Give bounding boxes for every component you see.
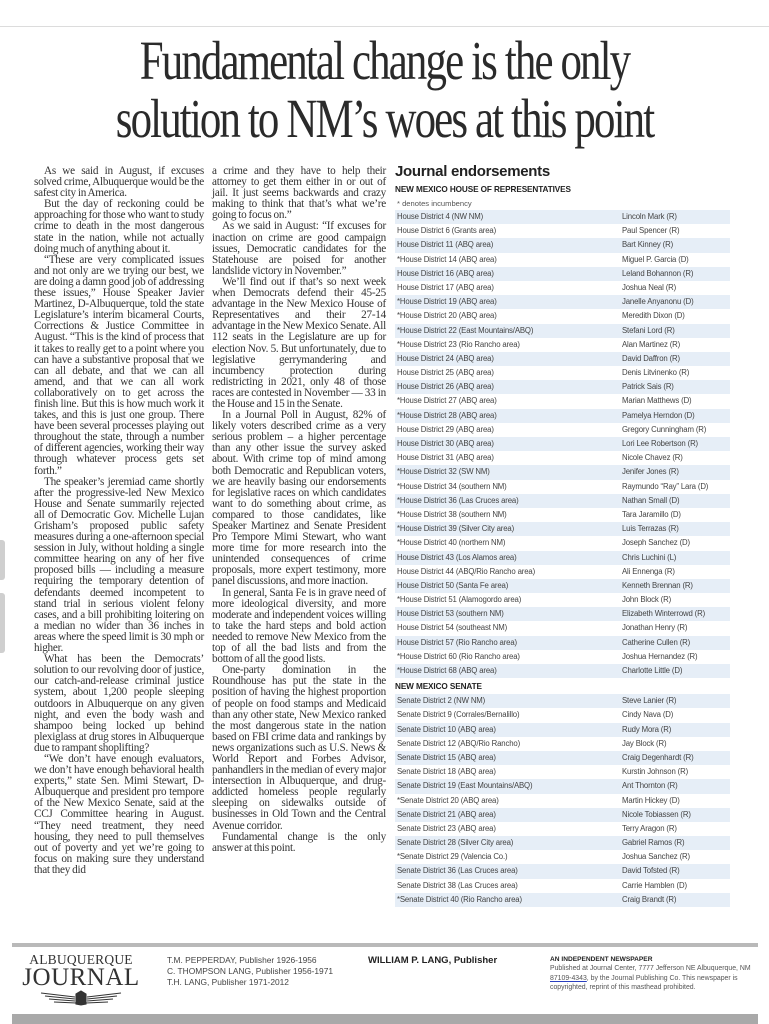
candidate-cell: Craig Brandt (R): [622, 894, 677, 904]
endorsement-row: [395, 808, 730, 822]
endorsement-row: [395, 565, 730, 579]
endorsements-title: Journal endorsements: [395, 163, 550, 180]
endorsement-row: [395, 423, 730, 437]
district-cell: Senate District 15 (ABQ area): [397, 752, 496, 762]
district-cell: *House District 27 (ABQ area): [397, 396, 497, 406]
candidate-cell: John Block (R): [622, 595, 672, 605]
masthead-top-bar: [12, 943, 758, 947]
endorsement-row: [395, 621, 730, 635]
endorsement-row: [395, 295, 730, 309]
endorsement-row: [395, 409, 730, 423]
endorsement-row: [395, 480, 730, 494]
candidate-cell: Elizabeth Winterrowd (R): [622, 609, 706, 619]
zia-eagle-emblem-icon: [39, 990, 123, 1006]
candidate-cell: Terry Aragon (R): [622, 823, 677, 833]
masthead-bottom-bar: [12, 1014, 758, 1024]
paragraph: As we said in August: “If excuses for inaction on crime are good campaign issues, Democratic candidates for the Statehouse are poised for another landslide victory in November.”: [212, 220, 386, 277]
candidate-cell: Joshua Neal (R): [622, 282, 677, 292]
district-cell: *House District 38 (southern NM): [397, 509, 507, 519]
candidate-cell: David Daffron (R): [622, 353, 680, 363]
endorsement-row: [395, 636, 730, 650]
house-heading: NEW MEXICO HOUSE OF REPRESENTATIVES: [395, 185, 571, 194]
candidate-cell: Jay Block (R): [622, 738, 667, 748]
senate-endorsement-table: [395, 694, 730, 907]
candidate-cell: Ant Thornton (R): [622, 781, 678, 791]
endorsement-row: [395, 850, 730, 864]
endorsement-row: [395, 579, 730, 593]
candidate-cell: Joshua Sanchez (R): [622, 852, 690, 862]
paragraph: In a Journal Poll in August, 82% of likely voters described crime as a very serious problem – a higher percentage than any other issue the survey asked about. With crime top of mind among both Democratic and Republican voters, we are heavily basing our endorsements for legislative races on which candidates want to do something about crime, as compared to those candidates, like Speaker Martinez and Senate President Pro Tempore Mimi Stewart, who want more time for more research into the unintended consequences of crime proposals, more expert testimony, more panel discussions, and more inaction.: [212, 409, 386, 588]
candidate-cell: Paul Spencer (R): [622, 226, 680, 236]
endorsement-row: [395, 650, 730, 664]
district-cell: *Senate District 29 (Valencia Co.): [397, 852, 508, 862]
district-cell: Senate District 19 (East Mountains/ABQ): [397, 781, 533, 791]
candidate-cell: Marian Matthews (D): [622, 396, 692, 406]
candidate-cell: Patrick Sais (R): [622, 382, 674, 392]
past-publisher: T.M. PEPPERDAY, Publisher 1926-1956: [167, 955, 317, 965]
district-cell: *House District 40 (northern NM): [397, 538, 506, 548]
paragraph: One-party domination in the Roundhouse has put the state in the position of having the highest proportion of people on food stamps and Medicaid than any other state, New Mexico ranked the most dangerous state in the nation based on FBI crime data and rankings by news organizations such as U.S. News & World Report and Forbes Advisor, panhandlers in the median of every major intersection in Albuquerque, and drug-addicted homeless people regularly sleeping on sidewalks outside of businesses in Old Town and the Central Avenue corridor.: [212, 664, 386, 832]
candidate-cell: Catherine Cullen (R): [622, 637, 691, 647]
district-cell: House District 11 (ABQ area): [397, 240, 494, 250]
candidate-cell: Rudy Mora (R): [622, 724, 672, 734]
house-endorsement-table: [395, 210, 730, 678]
endorsement-row: [395, 737, 730, 751]
candidate-cell: Miguel P. Garcia (D): [622, 254, 689, 264]
district-cell: *House District 60 (Rio Rancho area): [397, 651, 520, 661]
district-cell: House District 30 (ABQ area): [397, 439, 494, 448]
endorsement-row: [395, 267, 730, 281]
endorsement-row: [395, 309, 730, 323]
paragraph: “These are very complicated issues and not only are we trying our best, we are doing a damn good job of addressing these issues,” House Speaker Javier Martinez, D-Albuquerque, told the state Legislature’s interim bicameral Courts, Corrections & Justice Committee in August. “This is the kind of process that it takes to really get to a point where you can have a substantive proposal that we can all debate, and that we can all amend, and that we can all work collaboratively on to get across the finish line. But this is how much work it takes, and this is just one group. There have been several processes playing out throughout the state, through a number of different agencies, working their way through whatever process gets set forth.”: [34, 253, 204, 477]
headline-line-1: Fundamental change is the only: [139, 30, 630, 91]
endorsement-row: [395, 380, 730, 394]
district-cell: House District 24 (ABQ area): [397, 353, 494, 363]
endorsement-row: [395, 593, 730, 607]
district-cell: *House District 36 (Las Cruces area): [397, 495, 519, 505]
endorsement-row: [395, 822, 730, 836]
endorsement-row: [395, 238, 730, 252]
candidate-cell: Jonathan Henry (R): [622, 623, 688, 633]
address-text: Published at Journal Center, 7777 Jefferson NE Albuquerque, NM: [550, 965, 751, 973]
candidate-cell: Lincoln Mark (R): [622, 212, 677, 221]
candidate-cell: Gregory Cunningham (R): [622, 424, 707, 434]
candidate-cell: Kurstin Johnson (R): [622, 767, 689, 777]
current-publisher: WILLIAM P. LANG, Publisher: [368, 955, 498, 966]
endorsement-row: [395, 253, 730, 267]
candidate-cell: Joshua Hernandez (R): [622, 651, 698, 661]
zip-code-link[interactable]: 87109-4343: [550, 974, 587, 982]
journal-logo: [16, 952, 146, 1006]
candidate-cell: Cindy Nava (D): [622, 710, 674, 720]
endorsement-row: [395, 779, 730, 793]
endorsement-row: [395, 352, 730, 366]
paragraph: Fundamental change is the only answer at this point.: [212, 830, 386, 854]
endorsement-row: [395, 210, 730, 224]
candidate-cell: Pamelya Herndon (D): [622, 410, 695, 420]
district-cell: *House District 39 (Silver City area): [397, 524, 515, 534]
district-cell: House District 57 (Rio Rancho area): [397, 637, 517, 647]
candidate-cell: Raymundo “Ray” Lara (D): [622, 481, 709, 491]
candidate-cell: Stefani Lord (R): [622, 325, 675, 335]
independent-newspaper-notice: [550, 955, 760, 993]
senate-heading: NEW MEXICO SENATE: [395, 682, 482, 692]
district-cell: *House District 14 (ABQ area): [397, 254, 497, 264]
candidate-cell: Charlotte Little (D): [622, 666, 683, 675]
address-text-end: , by the Journal Publishing Co. This newspaper is copyrighted, reprint of this masthead prohibited.: [550, 974, 738, 992]
paragraph: “We don’t have enough evaluators, we don’t have enough behavioral health experts,” state Sen. Mimi Stewart, D-Albuquerque and president pro tempore of the New Mexico Senate, said at the CCJ Committee hearing in August. “They need treatment, they need housing, they need to pull themselves out of poverty and yet we’re going to focus on making sure they understand that they did: [34, 752, 204, 876]
district-cell: *House District 20 (ABQ area): [397, 311, 497, 321]
district-cell: *House District 68 (ABQ area): [397, 666, 497, 675]
district-cell: House District 54 (southeast NM): [397, 623, 508, 633]
endorsement-row: [395, 224, 730, 238]
candidate-cell: David Tofsted (R): [622, 866, 680, 876]
district-cell: House District 6 (Grants area): [397, 226, 497, 236]
endorsement-row: [395, 437, 730, 451]
endorsement-row: [395, 494, 730, 508]
top-divider: [0, 26, 769, 27]
district-cell: House District 29 (ABQ area): [397, 424, 494, 434]
candidate-cell: Chris Luchini (L): [622, 552, 677, 562]
endorsement-row: [395, 879, 730, 893]
district-cell: House District 4 (NW NM): [397, 212, 484, 221]
endorsement-row: [395, 723, 730, 737]
district-cell: *Senate District 20 (ABQ area): [397, 795, 499, 805]
district-cell: Senate District 28 (Silver City area): [397, 838, 514, 848]
candidate-cell: Alan Martinez (R): [622, 339, 681, 349]
endorsement-row: [395, 281, 730, 295]
candidate-cell: Craig Degenhardt (R): [622, 752, 694, 762]
endorsement-row: [395, 765, 730, 779]
endorsement-row: [395, 794, 730, 808]
district-cell: Senate District 36 (Las Cruces area): [397, 866, 518, 876]
endorsement-row: [395, 751, 730, 765]
district-cell: House District 44 (ABQ/Rio Rancho area): [397, 566, 536, 576]
endorsement-row: [395, 836, 730, 850]
district-cell: *House District 34 (southern NM): [397, 481, 507, 491]
past-publisher: T.H. LANG, Publisher 1971-2012: [167, 977, 289, 987]
candidate-cell: Denis Litvinenko (R): [622, 368, 690, 378]
paragraph: But the day of reckoning could be approaching for those who want to study crime to death in the most dangerous state in the nation, while not actually doing much of anything about it.: [34, 198, 204, 255]
endorsement-row: [395, 324, 730, 338]
candidate-cell: Ali Ennenga (R): [622, 566, 675, 576]
district-cell: *Senate District 40 (Rio Rancho area): [397, 894, 522, 904]
endorsement-row: [395, 394, 730, 408]
candidate-cell: Janelle Anyanonu (D): [622, 297, 694, 307]
district-cell: House District 16 (ABQ area): [397, 268, 494, 278]
candidate-cell: Kenneth Brennan (R): [622, 580, 693, 590]
incumbency-note: * denotes incumbency: [397, 199, 472, 208]
district-cell: Senate District 9 (Corrales/Bernalillo): [397, 710, 520, 720]
paragraph: a crime and they have to help their attorney to get them either in or out of jail. It just seems backwards and crazy making to think that that’s what we’re going to focus on.”: [212, 165, 386, 222]
candidate-cell: Martin Hickey (D): [622, 795, 680, 805]
endorsement-row: [395, 607, 730, 621]
endorsement-row: [395, 893, 730, 907]
district-cell: Senate District 21 (ABQ area): [397, 809, 496, 819]
endorsement-row: [395, 536, 730, 550]
candidate-cell: Gabriel Ramos (R): [622, 838, 685, 848]
endorsement-row: [395, 451, 730, 465]
district-cell: House District 31 (ABQ area): [397, 453, 494, 463]
logo-line-2: JOURNAL: [22, 964, 140, 991]
candidate-cell: Nicole Tobiassen (R): [622, 809, 691, 819]
candidate-cell: Lori Lee Robertson (R): [622, 439, 699, 448]
district-cell: House District 17 (ABQ area): [397, 282, 494, 292]
headline-line-2: solution to NM’s woes at this point: [115, 88, 654, 149]
headline: [85, 32, 685, 148]
candidate-cell: Jenifer Jones (R): [622, 467, 679, 477]
logo-line-1: ALBUQUERQUE: [29, 952, 133, 967]
endorsements-box: [395, 163, 730, 907]
candidate-cell: Meredith Dixon (D): [622, 311, 685, 321]
endorsement-row: [395, 864, 730, 878]
paragraph: In general, Santa Fe is in grave need of more ideological diversity, and more moderate and independent voices willing to take the hard steps and bold action needed to remove New Mexico from the top of all the bad lists and from the bottom of all the good lists.: [212, 586, 386, 666]
past-publishers: [167, 955, 357, 988]
candidate-cell: Carrie Hamblen (D): [622, 880, 687, 890]
editorial-column-1: [34, 166, 204, 876]
candidate-cell: Tara Jaramillo (D): [622, 509, 681, 519]
district-cell: *House District 51 (Alamogordo area): [397, 595, 522, 605]
editorial-column-2: [212, 166, 386, 854]
paragraph: We’ll find out if that’s so next week when Democrats defend their 45-25 advantage in the New Mexico House of Representatives and their 27-14 advantage in the New Mexico Senate. All 112 seats in the Legislature are up for election Nov. 5. But unfortunately, due to legislative gerrymandering and incumbency protection during redistricting in 2021, only 48 of those races are contested in November — 33 in the House and 15 in the Senate.: [212, 275, 386, 410]
district-cell: House District 43 (Los Alamos area): [397, 552, 517, 562]
candidate-cell: Nicole Chavez (R): [622, 453, 683, 463]
endorsement-row: [395, 708, 730, 722]
endorsement-row: [395, 664, 730, 678]
paragraph: What has been the Democrats’ solution to our revolving door of justice, our catch-and-release criminal justice system, about 1,200 people sleeping outdoors in Albuquerque on any given night, and even the body wash and shampoo being locked up behind plexiglass at drug stores in Albuquerque due to rampant shoplifting?: [34, 653, 204, 754]
district-cell: *House District 23 (Rio Rancho area): [397, 339, 520, 349]
endorsement-row: [395, 508, 730, 522]
district-cell: *House District 22 (East Mountains/ABQ): [397, 325, 534, 335]
district-cell: Senate District 18 (ABQ area): [397, 767, 496, 777]
scroll-edge-tab[interactable]: [0, 540, 5, 580]
past-publisher: C. THOMPSON LANG, Publisher 1956-1971: [167, 966, 334, 976]
scroll-edge-tab[interactable]: [0, 593, 5, 653]
endorsement-row: [395, 338, 730, 352]
paragraph: The speaker’s jeremiad came shortly after the progressive-led New Mexico House and Senate summarily rejected all of Democratic Gov. Michelle Lujan Grisham’s proposed public safety measures during a one-afternoon special session in July, without holding a single committee hearing on any of her five proposed bills — including a measure requiring the temporary detention of defendants deemed incompetent to stand trial in serious violent felony cases, and a bill prohibiting loitering on a median no wider than 36 inches in areas where the speed limit is 30 mph or higher.: [34, 475, 204, 655]
district-cell: House District 26 (ABQ area): [397, 382, 494, 392]
paragraph: As we said in August, if excuses solved crime, Albuquerque would be the safest city in America.: [34, 165, 204, 200]
district-cell: House District 50 (Santa Fe area): [397, 580, 509, 590]
candidate-cell: Nathan Small (D): [622, 495, 680, 505]
district-cell: *House District 32 (SW NM): [397, 467, 490, 477]
district-cell: *House District 19 (ABQ area): [397, 297, 497, 307]
district-cell: Senate District 2 (NW NM): [397, 696, 486, 706]
endorsement-row: [395, 694, 730, 708]
district-cell: House District 25 (ABQ area): [397, 368, 494, 378]
candidate-cell: Steve Lanier (R): [622, 696, 677, 706]
candidate-cell: Luis Terrazas (R): [622, 524, 679, 534]
independent-title: AN INDEPENDENT NEWSPAPER: [550, 956, 653, 963]
district-cell: House District 53 (southern NM): [397, 609, 504, 619]
district-cell: Senate District 12 (ABQ/Rio Rancho): [397, 738, 521, 748]
endorsement-row: [395, 465, 730, 479]
district-cell: *House District 28 (ABQ area): [397, 410, 497, 420]
endorsement-row: [395, 366, 730, 380]
district-cell: Senate District 38 (Las Cruces area): [397, 880, 518, 890]
district-cell: Senate District 23 (ABQ area): [397, 823, 496, 833]
candidate-cell: Bart Kinney (R): [622, 240, 674, 250]
candidate-cell: Leland Bohannon (R): [622, 268, 694, 278]
endorsement-row: [395, 551, 730, 565]
district-cell: Senate District 10 (ABQ area): [397, 724, 496, 734]
candidate-cell: Joseph Sanchez (D): [622, 538, 690, 548]
endorsement-row: [395, 522, 730, 536]
